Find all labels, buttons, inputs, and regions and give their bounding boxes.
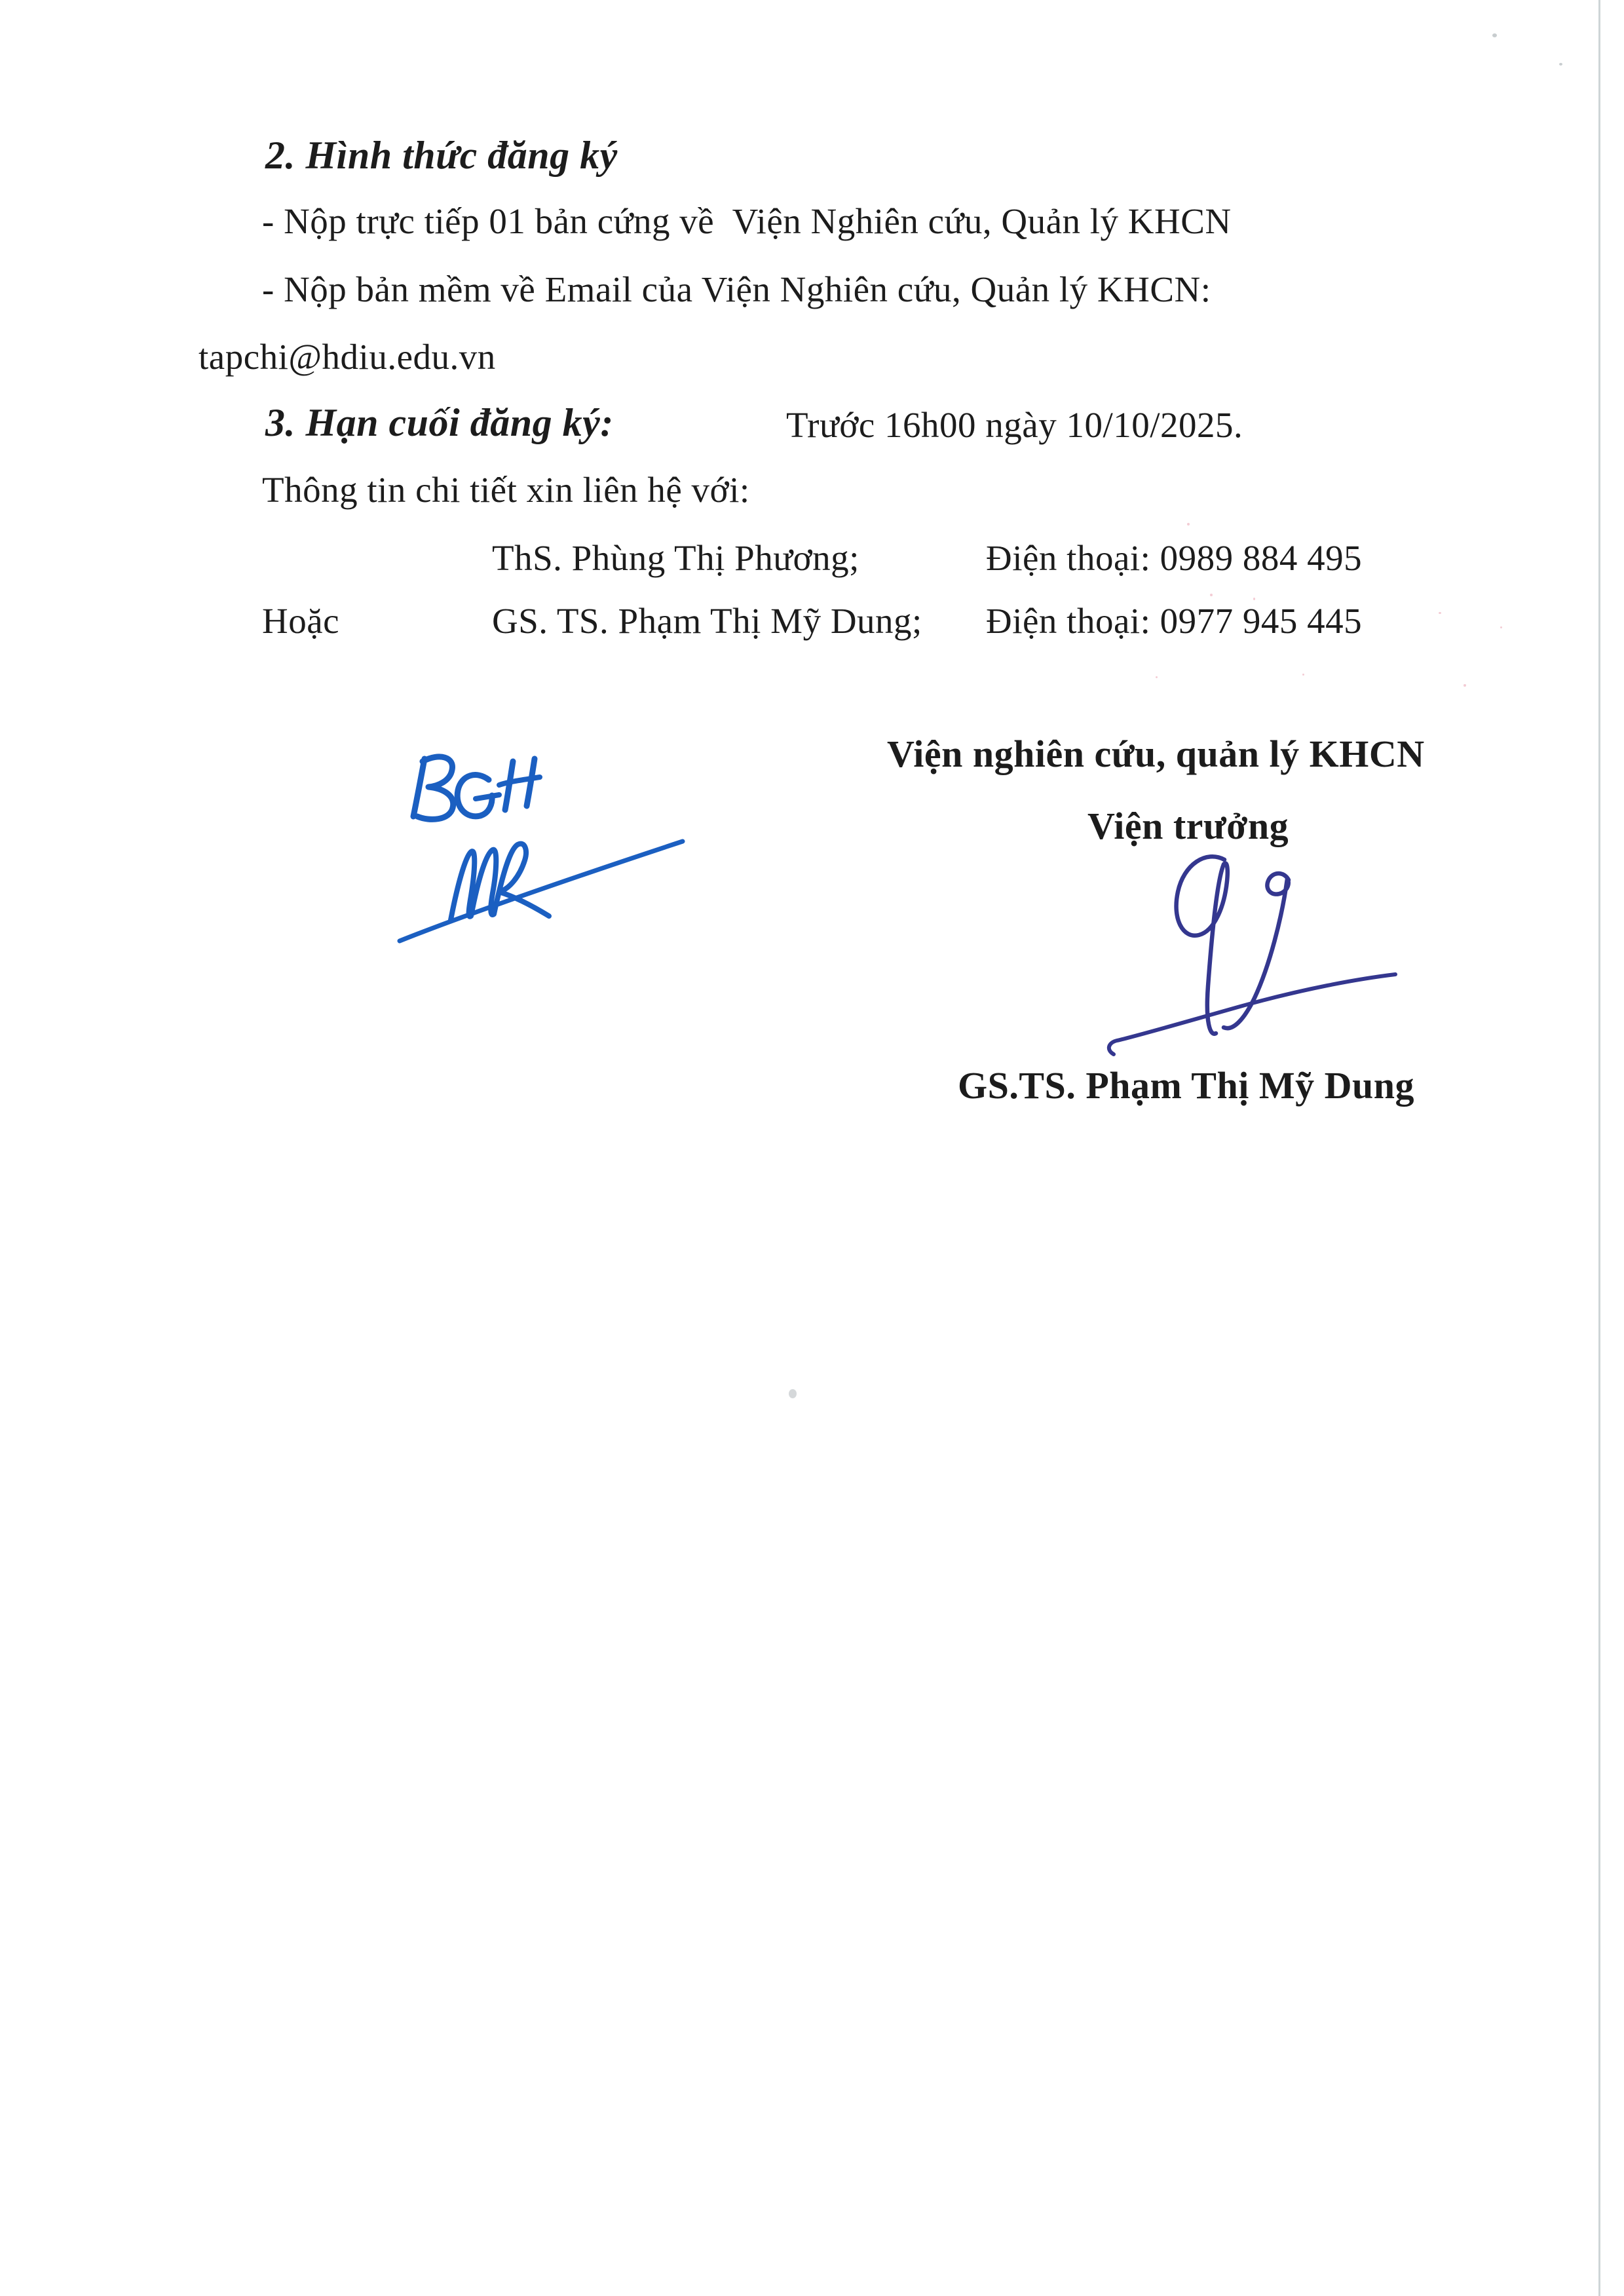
- signature-signer-name: GS.TS. Phạm Thị Mỹ Dung: [958, 1064, 1414, 1107]
- stamp-residue-speck: [1500, 626, 1502, 628]
- bgh-stroke: [499, 777, 540, 785]
- bgh-stroke: [527, 759, 535, 806]
- director-signature-stroke: [1224, 873, 1289, 1028]
- email-address: tapchi@hdiu.edu.vn: [198, 337, 496, 377]
- left-initials-signature: [400, 841, 683, 941]
- bgh-stroke: [457, 775, 492, 816]
- bgh-stroke: [505, 761, 513, 810]
- signature-role-line: Viện trưởng: [1087, 805, 1289, 847]
- contact-name-2: GS. TS. Phạm Thị Mỹ Dung;: [492, 601, 922, 641]
- stamp-residue-speck: [1463, 684, 1466, 687]
- director-signature: [1109, 856, 1395, 1054]
- contact-phone-2: Điện thoại: 0977 945 445: [986, 601, 1363, 641]
- bgh-handwritten-note: [413, 757, 540, 820]
- bullet-submit-hardcopy: - Nộp trực tiếp 01 bản cứng về Viện Nghiên cứu, Quản lý KHCN: [262, 201, 1232, 241]
- bullet-submit-softcopy: - Nộp bản mềm về Email của Viện Nghiên cứu, Quản lý KHCN:: [262, 269, 1211, 309]
- stamp-residue-speck: [1351, 552, 1353, 554]
- bgh-stroke: [476, 795, 499, 799]
- contact-prefix-2: Hoặc: [262, 601, 340, 641]
- director-signature-stroke: [1109, 974, 1395, 1054]
- scan-edge-line: [1598, 0, 1600, 2296]
- section-3-heading: 3. Hạn cuối đăng ký:: [265, 401, 614, 444]
- stamp-residue-speck: [1253, 598, 1255, 600]
- section-2-heading: 2. Hình thức đăng ký: [265, 134, 618, 177]
- stamp-residue-speck: [1187, 523, 1190, 526]
- director-signature-stroke: [1177, 856, 1228, 1033]
- signature-org-line: Viện nghiên cứu, quản lý KHCN: [887, 733, 1425, 775]
- contact-intro: Thông tin chi tiết xin liên hệ với:: [262, 470, 750, 510]
- left-signature-stroke: [451, 844, 549, 920]
- scan-speck: [789, 1389, 797, 1398]
- scan-speck: [1492, 33, 1497, 37]
- contact-name-1: ThS. Phùng Thị Phương;: [492, 538, 859, 578]
- stamp-residue-speck: [1302, 674, 1304, 676]
- stamp-residue-speck: [1210, 594, 1213, 596]
- bgh-stroke: [417, 757, 453, 820]
- stamp-residue-speck: [1156, 676, 1158, 678]
- left-signature-stroke: [400, 841, 683, 941]
- contact-phone-1: Điện thoại: 0989 884 495: [986, 538, 1363, 578]
- stamp-residue-speck: [1439, 612, 1441, 614]
- bgh-stroke: [413, 759, 425, 816]
- scan-speck: [1559, 63, 1562, 66]
- deadline-text: Trước 16h00 ngày 10/10/2025.: [786, 405, 1243, 445]
